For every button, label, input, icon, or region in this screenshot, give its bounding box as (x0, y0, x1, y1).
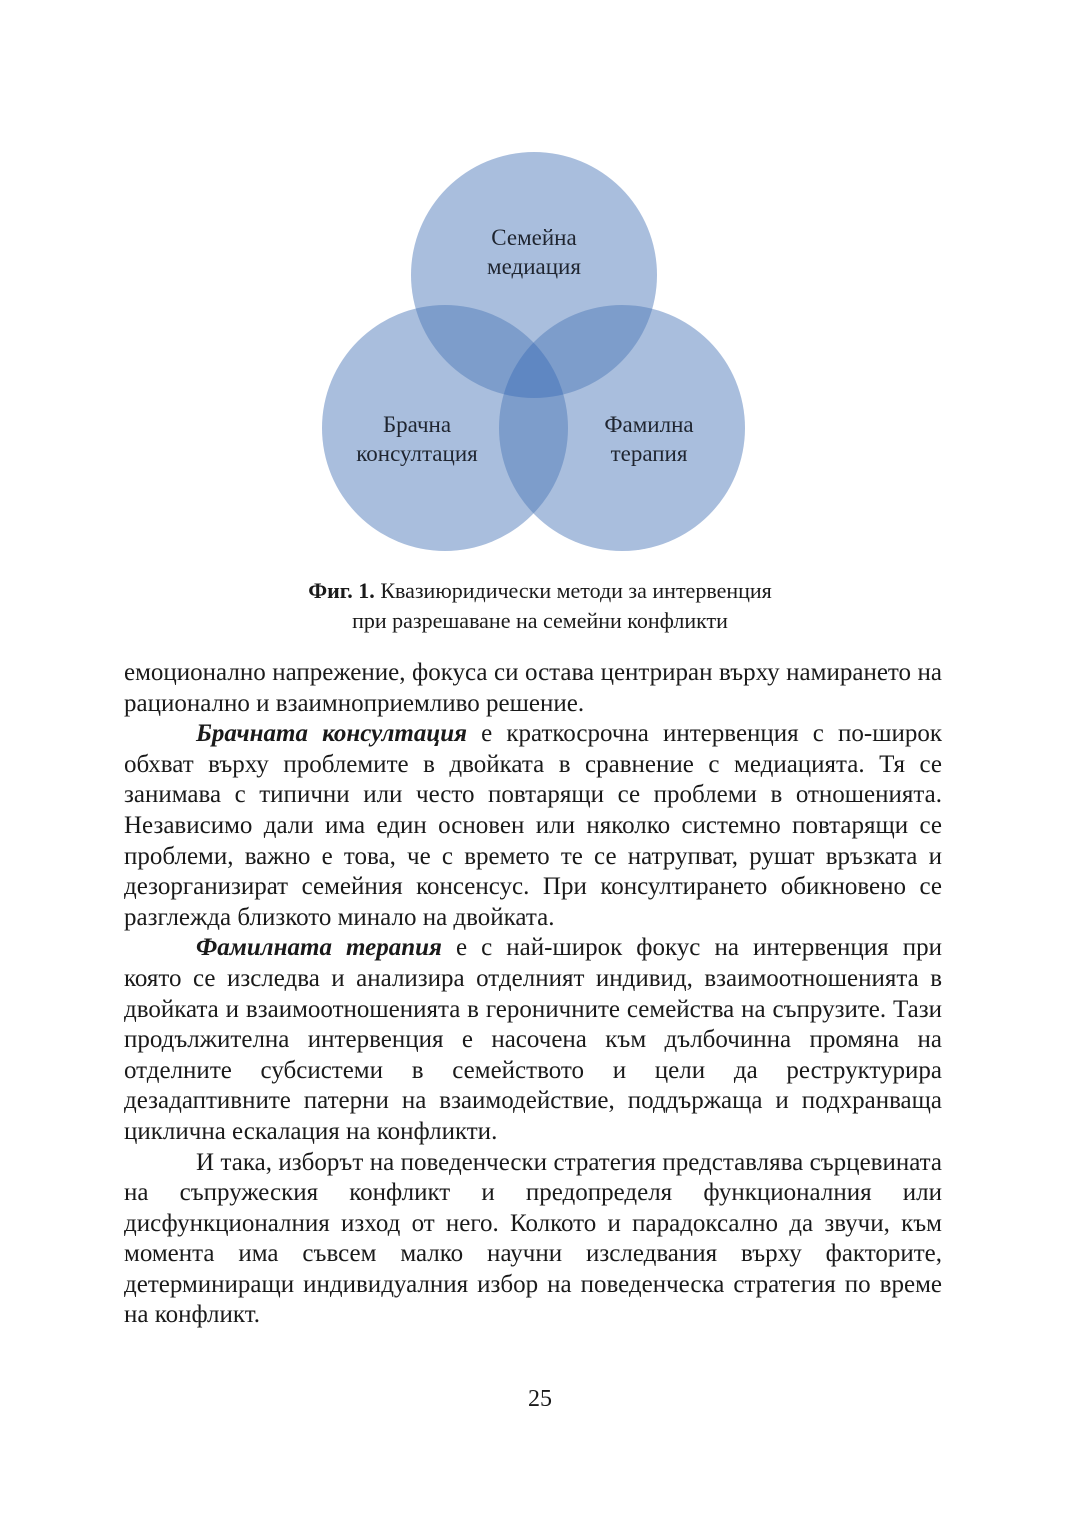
paragraph-1: емоционално напрежение, фокуса си остава центриран върху намирането на рационално и взаимноприемливо решение. (124, 659, 942, 717)
paragraph-4: И така, изборът на поведенчески стратегия представлява сърцевината на съпружеския конфликт и предопределя функционалния или дисфункционалния изход от него. Колкото и парадоксално да звучи, към момента има съвсем малко научни изследвания върху факторите, детерминиращи индивидуалния избор на поведенческа стратегия по време на конфликт. (124, 1148, 942, 1329)
paragraph-2-text: е краткосрочна интервенция с по-широк обхват върху проблемите в двойката в сравнение с медиацията. Тя се занимава с типични или често повтарящи се проблеми в отношенията. Независимо дали има един основен или няколко системно повтарящи се проблеми, важно е това, че с времето те се натрупват, рушат връзката и дезорганизират семейния консенсус. При консултирането обикновено се разглежда близкото минало на двойката. (124, 720, 942, 931)
label-mediation (434, 223, 634, 281)
term-family-therapy: Фамилната терапия (196, 934, 442, 962)
label-consultation-line2: консултация (356, 441, 478, 466)
venn-graphic (300, 150, 760, 560)
paragraph-3 (124, 933, 942, 1147)
term-marital-consultation: Брачната консултация (196, 720, 468, 748)
label-mediation-line1: Семейна (491, 225, 577, 250)
label-consultation-line1: Брачна (382, 412, 452, 437)
label-marital-consultation (317, 410, 517, 468)
caption-prefix: Фиг. 1. (308, 578, 375, 603)
page-number: 25 (528, 1386, 552, 1412)
label-therapy-line1: Фамилна (604, 412, 694, 437)
figure-caption (150, 576, 930, 636)
label-mediation-line2: медиация (487, 254, 581, 279)
paragraph-2 (124, 719, 942, 933)
label-family-therapy (549, 410, 749, 468)
caption-text-1: Квазиюридически методи за интервенция (374, 578, 772, 603)
body-text (124, 658, 942, 1331)
venn-diagram (300, 150, 760, 560)
caption-line1 (150, 576, 930, 606)
label-therapy-line2: терапия (610, 441, 688, 466)
caption-line2: при разрешаване на семейни конфликти (352, 608, 728, 633)
paragraph-3-text: е с най-широк фокус на интервенция при която се изследва и анализира отделният индивид, взаимоотношенията в двойката и взаимоотношенията в героничните семейства на съпрузите. Тази продължителна интервенция е насочена към дълбочинна промяна на отделните субсистеми в семейството и цели да реструктурира дезадаптивните патерни на взаимодействие, поддържаща и подхранваща циклична ескалация на конфликти. (124, 934, 942, 1145)
